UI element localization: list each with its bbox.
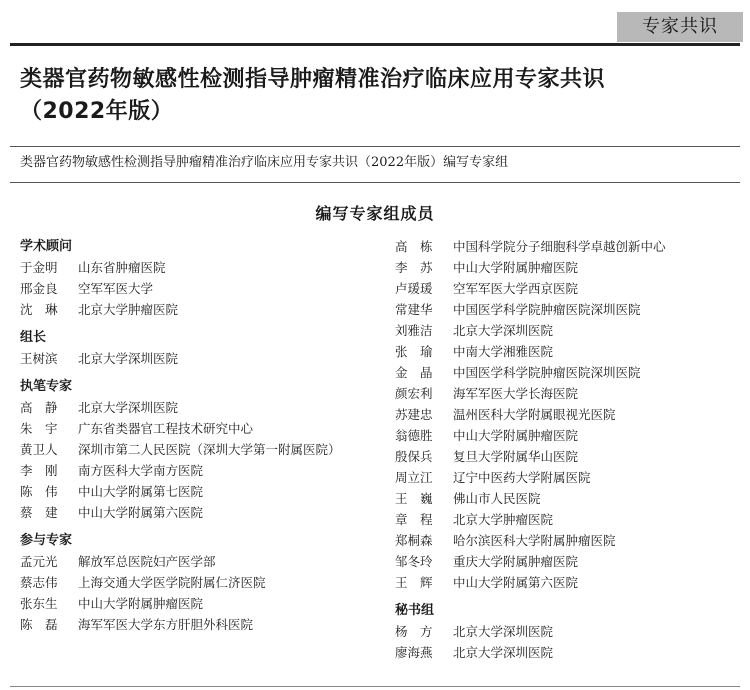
member-name: 刘雅洁 (395, 323, 433, 338)
member-institution: 北京大学肿瘤医院 (453, 512, 554, 527)
member-row (395, 320, 750, 341)
member-institution: 北京大学肿瘤医院 (78, 302, 179, 317)
member-name: 翁德胜 (395, 428, 433, 443)
member-row (20, 418, 380, 439)
member-institution: 中山大学附属第七医院 (78, 484, 204, 499)
member-row (395, 404, 750, 425)
member-name: 周立江 (395, 470, 433, 485)
footer-rule (10, 686, 740, 687)
group-title: 秘书组 (395, 603, 435, 618)
group-spacer (20, 369, 380, 376)
member-row (395, 383, 750, 404)
member-name: 颜宏利 (395, 386, 433, 401)
member-row (395, 341, 750, 362)
member-name: 朱 宇 (20, 421, 58, 436)
member-institution: 南方医科大学南方医院 (78, 463, 204, 478)
member-institution: 辽宁中医药大学附属医院 (453, 470, 591, 485)
member-name: 张 瑜 (395, 344, 433, 359)
group-title: 参与专家 (20, 533, 73, 548)
member-row (395, 642, 750, 663)
member-row (20, 299, 380, 320)
member-institution: 北京大学深圳医院 (453, 624, 554, 639)
member-institution: 北京大学深圳医院 (453, 323, 554, 338)
member-row (395, 446, 750, 467)
member-institution: 中南大学湘雅医院 (453, 344, 554, 359)
member-name: 蔡 建 (20, 505, 58, 520)
member-name: 李 苏 (395, 260, 433, 275)
member-name: 郑桐森 (395, 533, 433, 548)
member-institution: 中山大学附属第六医院 (453, 575, 579, 590)
title-line-2: （2022年版） (20, 99, 174, 124)
member-institution: 上海交通大学医学院附属仁济医院 (78, 575, 266, 590)
member-row (20, 481, 380, 502)
member-row (20, 572, 380, 593)
member-name: 张东生 (20, 596, 58, 611)
member-row (395, 621, 750, 642)
member-institution: 深圳市第二人民医院（深圳大学第一附属医院） (78, 442, 341, 457)
group-title: 组长 (20, 330, 47, 345)
member-institution: 北京大学深圳医院 (78, 400, 179, 415)
member-row (20, 397, 380, 418)
member-institution: 中山大学附属肿瘤医院 (453, 260, 579, 275)
title-divider (10, 146, 740, 147)
title-line-1: 类器官药物敏感性检测指导肿瘤精准治疗临床应用专家共识 (20, 67, 606, 92)
member-institution: 中山大学附属第六医院 (78, 505, 204, 520)
member-name: 高 静 (20, 400, 58, 415)
member-institution: 北京大学深圳医院 (78, 351, 179, 366)
member-row (395, 236, 750, 257)
member-institution: 中山大学附属肿瘤医院 (453, 428, 579, 443)
member-name: 廖海燕 (395, 645, 433, 660)
member-row (20, 551, 380, 572)
member-row (395, 257, 750, 278)
member-institution: 中国科学院分子细胞科学卓越创新中心 (453, 239, 666, 254)
page-title (20, 64, 740, 128)
members-heading: 编写专家组成员 (315, 204, 435, 223)
member-name: 黄卫人 (20, 442, 58, 457)
member-row (20, 460, 380, 481)
member-row (395, 299, 750, 320)
member-name: 金 晶 (395, 365, 433, 380)
member-name: 孟元光 (20, 554, 58, 569)
member-name: 于金明 (20, 260, 58, 275)
member-institution: 海军军医大学东方肝胆外科医院 (78, 617, 254, 632)
member-name: 沈 琳 (20, 302, 58, 317)
right-column (395, 236, 750, 663)
authors-divider (10, 182, 740, 183)
group-spacer (20, 523, 380, 530)
member-institution: 空军军医大学西京医院 (453, 281, 579, 296)
member-row (20, 257, 380, 278)
member-row (395, 278, 750, 299)
member-row (20, 348, 380, 369)
member-name: 邹冬玲 (395, 554, 433, 569)
member-row (20, 614, 380, 635)
group-title: 学术顾问 (20, 239, 73, 254)
member-institution: 海军军医大学长海医院 (453, 386, 579, 401)
member-name: 陈 磊 (20, 617, 58, 632)
member-name: 蔡志伟 (20, 575, 58, 590)
member-row (395, 488, 750, 509)
member-institution: 山东省肿瘤医院 (78, 260, 166, 275)
member-institution: 中国医学科学院肿瘤医院深圳医院 (453, 365, 641, 380)
member-name: 陈 伟 (20, 484, 58, 499)
member-name: 邢金良 (20, 281, 58, 296)
member-institution: 重庆大学附属肿瘤医院 (453, 554, 579, 569)
member-institution: 解放军总医院妇产医学部 (78, 554, 216, 569)
member-row (20, 593, 380, 614)
section-tag: 专家共识 (617, 12, 743, 42)
member-name: 卢瑗瑗 (395, 281, 433, 296)
member-row (395, 551, 750, 572)
member-row (395, 425, 750, 446)
member-name: 王树滨 (20, 351, 58, 366)
member-institution: 广东省类器官工程技术研究中心 (78, 421, 254, 436)
member-institution: 温州医科大学附属眼视光医院 (453, 407, 616, 422)
member-row (20, 278, 380, 299)
authors-line: 类器官药物敏感性检测指导肿瘤精准治疗临床应用专家共识（2022年版）编写专家组 (20, 155, 509, 170)
member-name: 章 程 (395, 512, 433, 527)
group-title: 执笔专家 (20, 379, 73, 394)
member-name: 殷保兵 (395, 449, 433, 464)
member-institution: 中山大学附属肿瘤医院 (78, 596, 204, 611)
member-row (395, 572, 750, 593)
member-institution: 中国医学科学院肿瘤医院深圳医院 (453, 302, 641, 317)
member-institution: 佛山市人民医院 (453, 491, 541, 506)
member-name: 王 巍 (395, 491, 433, 506)
header-rule (10, 43, 740, 46)
member-name: 苏建忠 (395, 407, 433, 422)
member-institution: 空军军医大学 (78, 281, 154, 296)
member-row (395, 362, 750, 383)
member-row (395, 509, 750, 530)
group-spacer (395, 593, 750, 600)
member-name: 杨 方 (395, 624, 433, 639)
group-spacer (20, 320, 380, 327)
member-institution: 北京大学深圳医院 (453, 645, 554, 660)
member-name: 常建华 (395, 302, 433, 317)
member-name: 王 辉 (395, 575, 433, 590)
member-row (395, 530, 750, 551)
member-row (20, 502, 380, 523)
member-institution: 哈尔滨医科大学附属肿瘤医院 (453, 533, 616, 548)
left-column (20, 236, 380, 635)
member-name: 高 栋 (395, 239, 433, 254)
member-row (20, 439, 380, 460)
member-name: 李 刚 (20, 463, 58, 478)
member-row (395, 467, 750, 488)
member-institution: 复旦大学附属华山医院 (453, 449, 579, 464)
